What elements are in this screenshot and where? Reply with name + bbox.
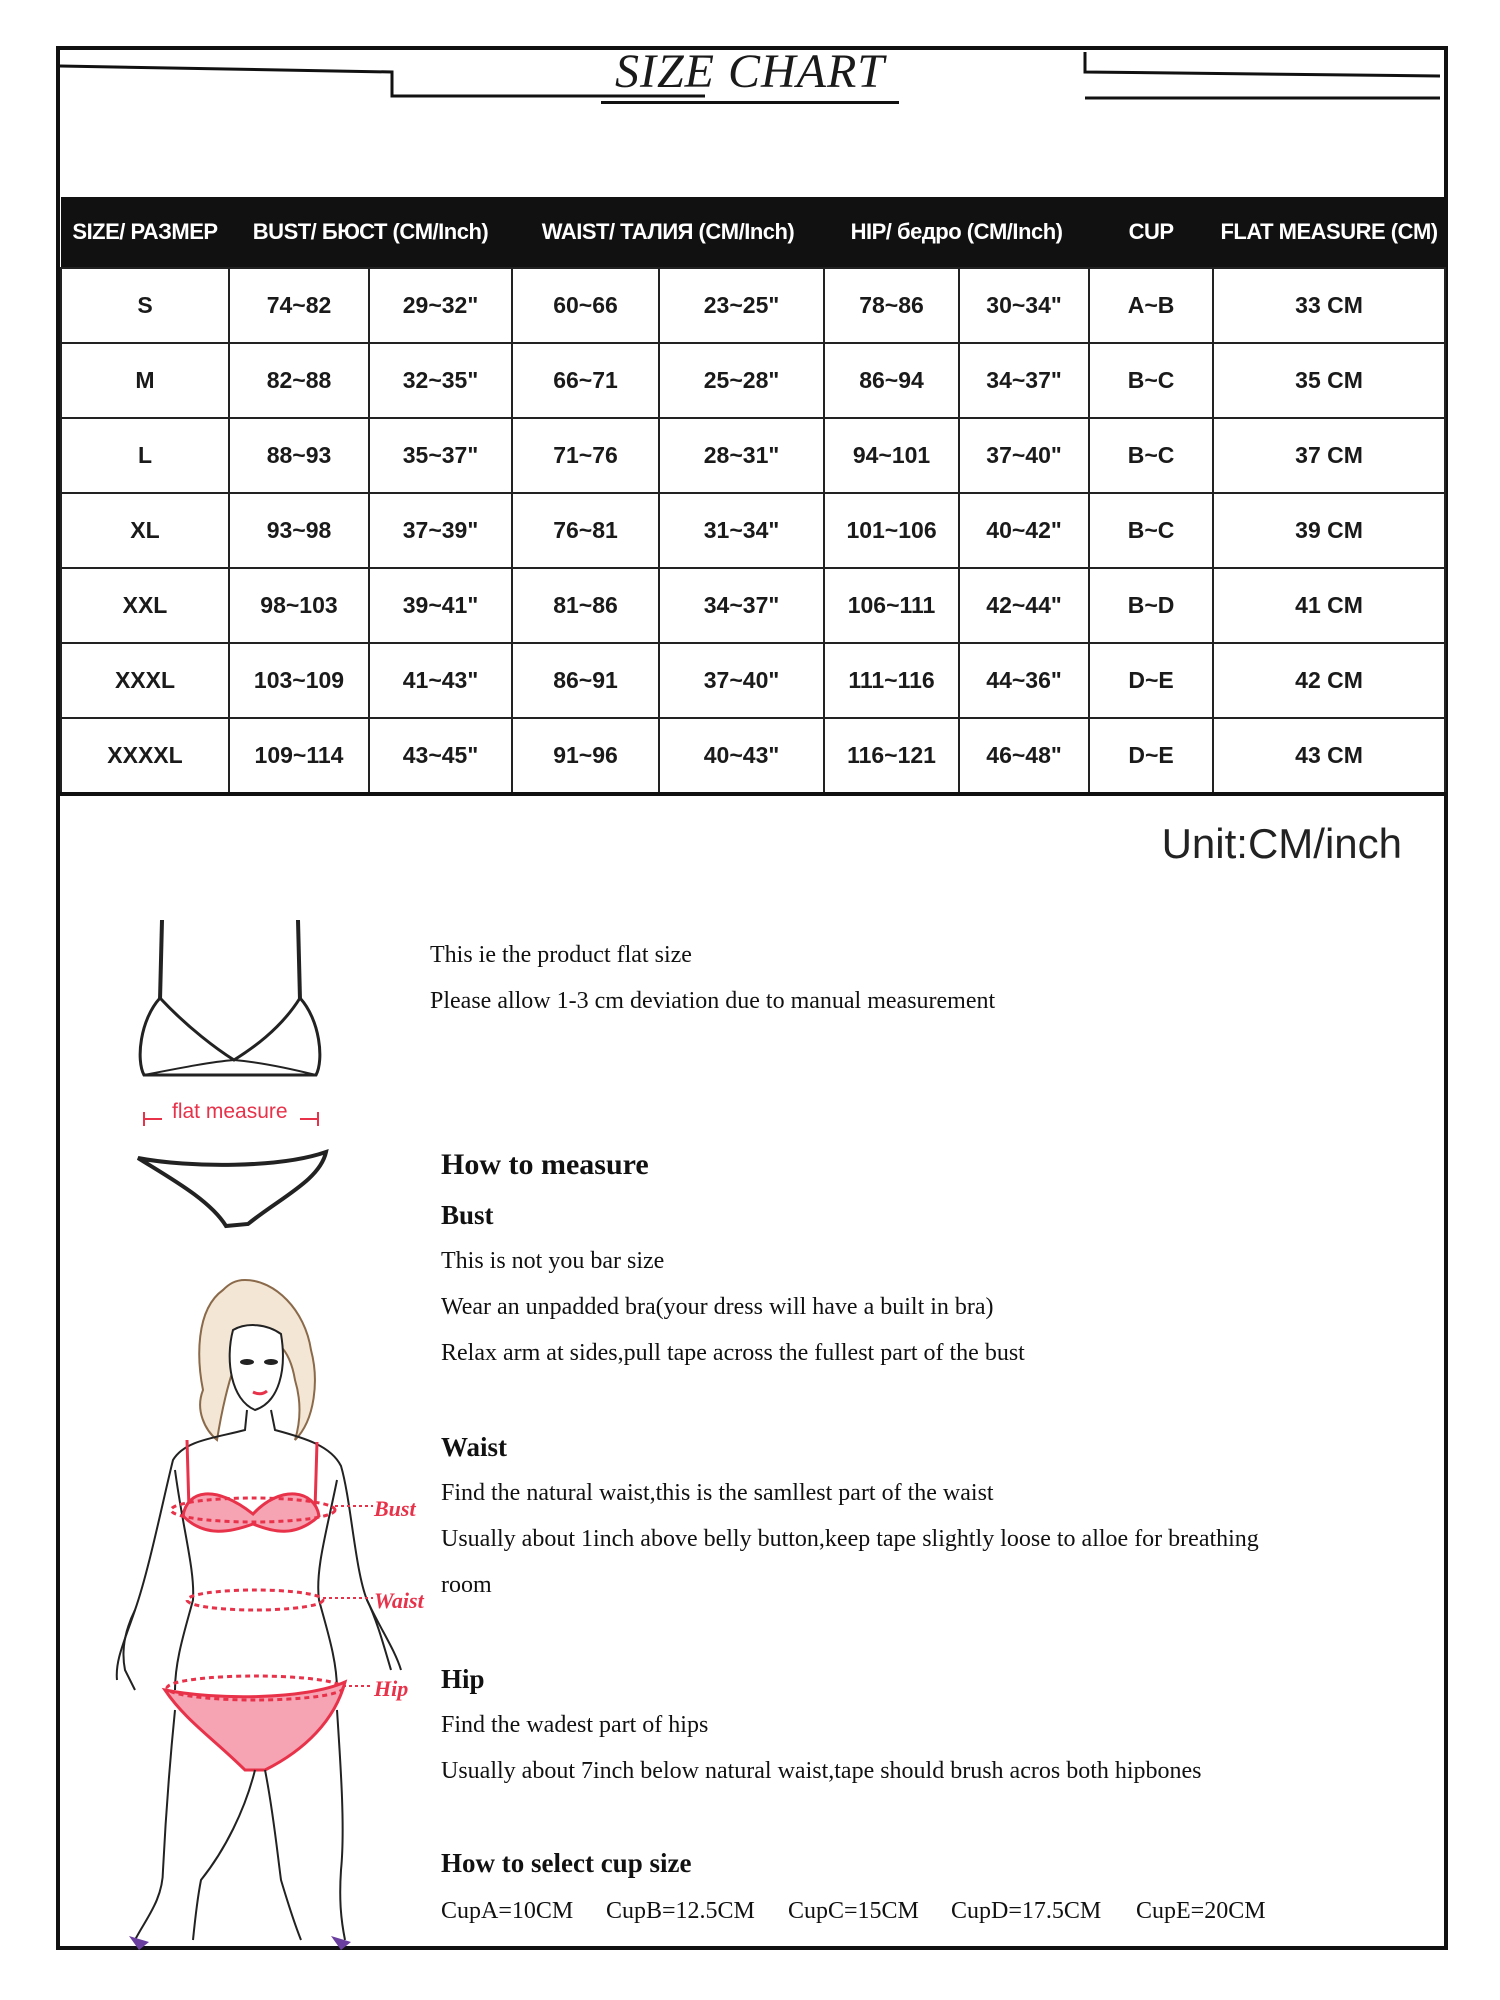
waist-line: room xyxy=(441,1572,492,1598)
unit-label: Unit:CM/inch xyxy=(1161,820,1402,867)
table-cell: 94~101 xyxy=(824,418,959,493)
table-cell: 39~41" xyxy=(369,568,512,643)
table-cell: B~C xyxy=(1089,493,1213,568)
table-cell: 86~94 xyxy=(824,343,959,418)
table-cell: L xyxy=(61,418,229,493)
table-cell: 101~106 xyxy=(824,493,959,568)
table-cell: 35 CM xyxy=(1213,343,1445,418)
table-cell: XXXXL xyxy=(61,718,229,794)
table-cell: 39 CM xyxy=(1213,493,1445,568)
table-cell: B~C xyxy=(1089,418,1213,493)
table-cell: 35~37" xyxy=(369,418,512,493)
table-cell: 32~35" xyxy=(369,343,512,418)
table-cell: XXL xyxy=(61,568,229,643)
table-cell: 29~32" xyxy=(369,268,512,343)
table-cell: B~D xyxy=(1089,568,1213,643)
table-cell: XXXL xyxy=(61,643,229,718)
table-cell: 88~93 xyxy=(229,418,369,493)
how-to-measure-heading: How to measure xyxy=(441,1148,649,1181)
table-cell: 31~34" xyxy=(659,493,824,568)
cup-value: CupA=10CM xyxy=(441,1898,574,1924)
header-hip: HIP/ бедро (CM/Inch) xyxy=(824,197,1089,268)
waist-heading: Waist xyxy=(441,1432,508,1462)
hip-line: Usually about 7inch below natural waist,tape should brush acros both hipbones xyxy=(441,1758,1202,1784)
header-size: SIZE/ РАЗМЕР xyxy=(61,197,229,268)
cup-value: CupC=15CM xyxy=(788,1898,919,1924)
figure-hip-label: Hip xyxy=(374,1676,409,1701)
table-cell: D~E xyxy=(1089,718,1213,794)
table-cell: 76~81 xyxy=(512,493,659,568)
table-cell: 43 CM xyxy=(1213,718,1445,794)
table-cell: 86~91 xyxy=(512,643,659,718)
table-cell: 78~86 xyxy=(824,268,959,343)
table-cell: 25~28" xyxy=(659,343,824,418)
cup-size-heading: How to select cup size xyxy=(441,1848,692,1878)
flat-note-2: Please allow 1-3 cm deviation due to manual measurement xyxy=(430,988,996,1014)
table-cell: 33 CM xyxy=(1213,268,1445,343)
table-cell: 37~39" xyxy=(369,493,512,568)
table-cell: 34~37" xyxy=(659,568,824,643)
table-cell: 43~45" xyxy=(369,718,512,794)
table-cell: 98~103 xyxy=(229,568,369,643)
table-cell: 82~88 xyxy=(229,343,369,418)
table-cell: 37 CM xyxy=(1213,418,1445,493)
table-cell: 44~36" xyxy=(959,643,1089,718)
flat-note-1: This ie the product flat size xyxy=(430,942,692,968)
table-cell: 30~34" xyxy=(959,268,1089,343)
table-cell: 91~96 xyxy=(512,718,659,794)
header-waist: WAIST/ ТАЛИЯ (CM/Inch) xyxy=(512,197,824,268)
table-cell: 106~111 xyxy=(824,568,959,643)
table-cell: 40~43" xyxy=(659,718,824,794)
table-cell: D~E xyxy=(1089,643,1213,718)
table-cell: 42~44" xyxy=(959,568,1089,643)
table-row xyxy=(61,493,1445,568)
table-cell: 109~114 xyxy=(229,718,369,794)
table-cell: 41 CM xyxy=(1213,568,1445,643)
waist-line: Find the natural waist,this is the samllest part of the waist xyxy=(441,1480,994,1506)
table-cell: B~C xyxy=(1089,343,1213,418)
bust-line: This is not you bar size xyxy=(441,1248,665,1274)
header-flat-measure: FLAT MEASURE (CM) xyxy=(1213,197,1445,268)
cup-value: CupB=12.5CM xyxy=(606,1898,755,1924)
table-cell: A~B xyxy=(1089,268,1213,343)
table-row xyxy=(61,718,1445,794)
table-cell: S xyxy=(61,268,229,343)
table-cell: 71~76 xyxy=(512,418,659,493)
table-cell: 111~116 xyxy=(824,643,959,718)
table-cell: 37~40" xyxy=(959,418,1089,493)
table-cell: M xyxy=(61,343,229,418)
bust-line: Wear an unpadded bra(your dress will have a built in bra) xyxy=(441,1294,994,1320)
table-cell: 103~109 xyxy=(229,643,369,718)
table-cell: 46~48" xyxy=(959,718,1089,794)
header-cup: CUP xyxy=(1089,197,1213,268)
table-cell: 93~98 xyxy=(229,493,369,568)
figure-bust-label: Bust xyxy=(374,1496,416,1521)
page-title: SIZE CHART xyxy=(0,44,1500,104)
size-table xyxy=(60,197,1446,796)
hip-heading: Hip xyxy=(441,1664,485,1694)
header-bust: BUST/ БЮСТ (CM/Inch) xyxy=(229,197,512,268)
bra-flat-illustration xyxy=(130,910,350,1240)
bust-heading: Bust xyxy=(441,1200,494,1230)
table-cell: XL xyxy=(61,493,229,568)
table-header-row xyxy=(61,197,1445,268)
table-cell: 28~31" xyxy=(659,418,824,493)
table-row xyxy=(61,643,1445,718)
table-cell: 34~37" xyxy=(959,343,1089,418)
table-cell: 74~82 xyxy=(229,268,369,343)
hip-line: Find the wadest part of hips xyxy=(441,1712,709,1738)
table-cell: 41~43" xyxy=(369,643,512,718)
table-cell: 42 CM xyxy=(1213,643,1445,718)
cup-value: CupE=20CM xyxy=(1136,1898,1266,1924)
waist-line: Usually about 1inch above belly button,keep tape slightly loose to alloe for breathing xyxy=(441,1526,1259,1552)
table-cell: 116~121 xyxy=(824,718,959,794)
figure-waist-label: Waist xyxy=(374,1588,424,1613)
table-row xyxy=(61,568,1445,643)
table-row xyxy=(61,268,1445,343)
table-cell: 66~71 xyxy=(512,343,659,418)
bust-line: Relax arm at sides,pull tape across the fullest part of the bust xyxy=(441,1340,1025,1366)
table-cell: 60~66 xyxy=(512,268,659,343)
table-cell: 40~42" xyxy=(959,493,1089,568)
table-row xyxy=(61,343,1445,418)
table-cell: 37~40" xyxy=(659,643,824,718)
table-cell: 23~25" xyxy=(659,268,824,343)
table-row xyxy=(61,418,1445,493)
cup-value: CupD=17.5CM xyxy=(951,1898,1102,1924)
table-cell: 81~86 xyxy=(512,568,659,643)
flat-measure-label: flat measure xyxy=(172,1100,288,1123)
